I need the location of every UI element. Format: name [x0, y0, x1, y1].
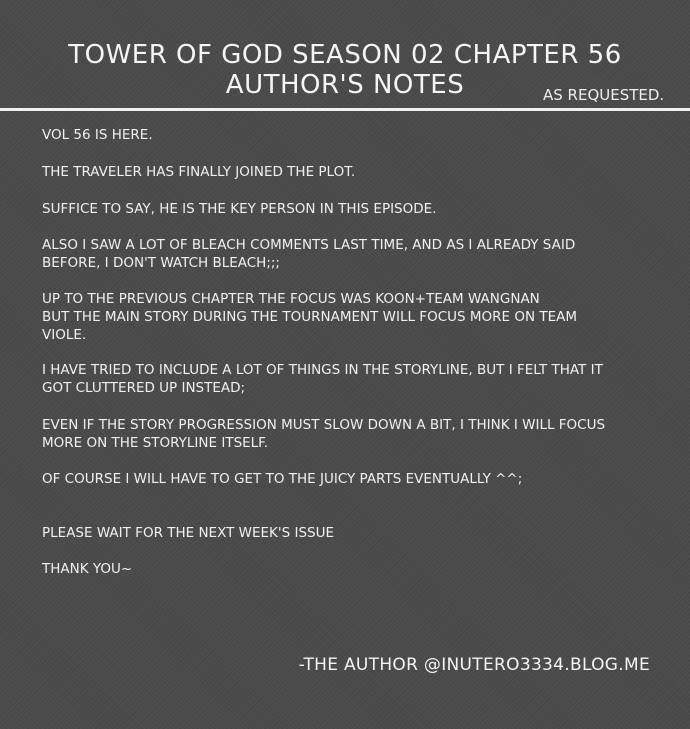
paragraph-9 [42, 524, 652, 542]
paragraph-2 [42, 163, 652, 181]
paragraph-6 [42, 361, 652, 397]
paragraph-line: ALSO I SAW A LOT OF BLEACH COMMENTS LAST TIME, AND AS I ALREADY SAID [42, 237, 576, 253]
paragraph-8 [42, 470, 652, 488]
paragraph-line: THE TRAVELER HAS FINALLY JOINED THE PLOT. [42, 164, 356, 180]
paragraph-line: THANK YOU~ [42, 561, 133, 577]
paragraph-5 [42, 290, 652, 344]
paragraph-line: OF COURSE I WILL HAVE TO GET TO THE JUICY PARTS EVENTUALLY ^^; [42, 471, 523, 487]
paragraph-line: I HAVE TRIED TO INCLUDE A LOT OF THINGS IN THE STORYLINE, BUT I FELT THAT IT [42, 362, 603, 378]
paragraph-1 [42, 126, 652, 144]
paragraph-line: BUT THE MAIN STORY DURING THE TOURNAMENT WILL FOCUS MORE ON TEAM [42, 309, 578, 325]
paragraph-line: SUFFICE TO SAY, HE IS THE KEY PERSON IN THIS EPISODE. [42, 201, 437, 217]
paragraph-line: VIOLE. [42, 327, 87, 343]
paragraph-line: VOL 56 IS HERE. [42, 127, 153, 143]
page-title: TOWER OF GOD SEASON 02 CHAPTER 56 [68, 40, 622, 70]
paragraph-line: UP TO THE PREVIOUS CHAPTER THE FOCUS WAS KOON+TEAM WANGNAN [42, 291, 540, 307]
header-note: AS REQUESTED. [543, 86, 665, 104]
header-divider [0, 108, 690, 111]
paragraph-7 [42, 416, 652, 452]
paragraph-line: MORE ON THE STORYLINE ITSELF. [42, 435, 269, 451]
paragraph-10 [42, 560, 652, 578]
paragraph-line: GOT CLUTTERED UP INSTEAD; [42, 380, 246, 396]
paragraph-4 [42, 236, 652, 272]
paragraph-line: PLEASE WAIT FOR THE NEXT WEEK'S ISSUE [42, 525, 335, 541]
paragraph-line: EVEN IF THE STORY PROGRESSION MUST SLOW DOWN A BIT, I THINK I WILL FOCUS [42, 417, 606, 433]
paragraph-3 [42, 200, 652, 218]
paragraph-line: BEFORE, I DON'T WATCH BLEACH;;; [42, 255, 280, 271]
author-signature: -THE AUTHOR @INUTERO3334.BLOG.ME [298, 655, 650, 675]
page-subtitle: AUTHOR'S NOTES [225, 70, 465, 100]
